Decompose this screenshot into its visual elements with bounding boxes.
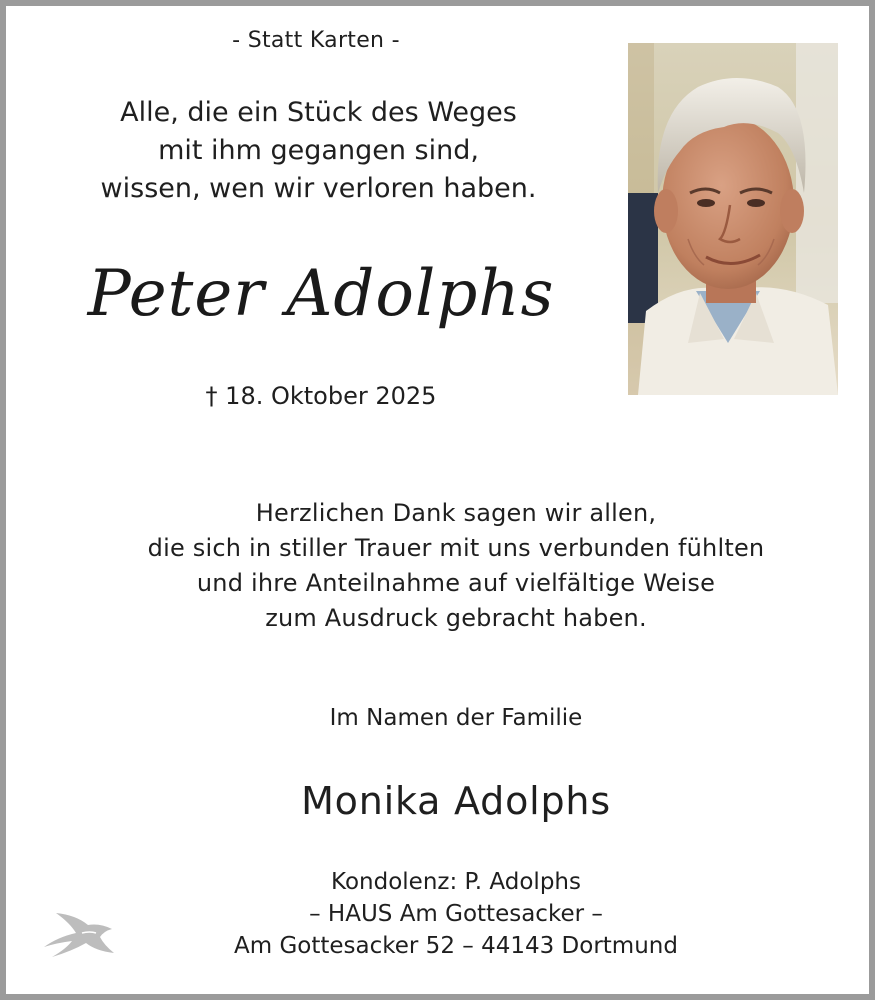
- swallow-bird-icon: [42, 911, 118, 959]
- header-statt-karten: - Statt Karten -: [232, 28, 400, 53]
- swallow-bird-graphic: [42, 911, 118, 959]
- motto-line: mit ihm gegangen sind,: [158, 135, 479, 166]
- death-date: † 18. Oktober 2025: [205, 382, 437, 410]
- thanks-line: die sich in stiller Trauer mit uns verbunden fühlten: [147, 534, 765, 562]
- thanks-line: zum Ausdruck gebracht haben.: [265, 604, 647, 632]
- signer-name: Monika Adolphs: [301, 779, 611, 823]
- contact-line: – HAUS Am Gottesacker –: [309, 901, 603, 927]
- portrait-photo-graphic: [628, 43, 838, 395]
- motto: [46, 94, 591, 208]
- deceased-name: Peter Adolphs: [87, 257, 555, 331]
- thanks-line: Herzlichen Dank sagen wir allen,: [255, 499, 657, 527]
- thanks-line: und ihre Anteilnahme auf vielfältige Weise: [196, 569, 716, 597]
- contact-line: Am Gottesacker 52 – 44143 Dortmund: [234, 933, 678, 959]
- motto-line: wissen, wen wir verloren haben.: [100, 173, 537, 204]
- contact-line: Kondolenz: P. Adolphs: [331, 869, 581, 895]
- contact-block: [156, 866, 756, 962]
- motto-line: Alle, die ein Stück des Weges: [120, 97, 517, 128]
- family-intro: Im Namen der Familie: [329, 705, 583, 731]
- portrait-photo: [628, 43, 838, 395]
- thanks-text: [96, 496, 816, 636]
